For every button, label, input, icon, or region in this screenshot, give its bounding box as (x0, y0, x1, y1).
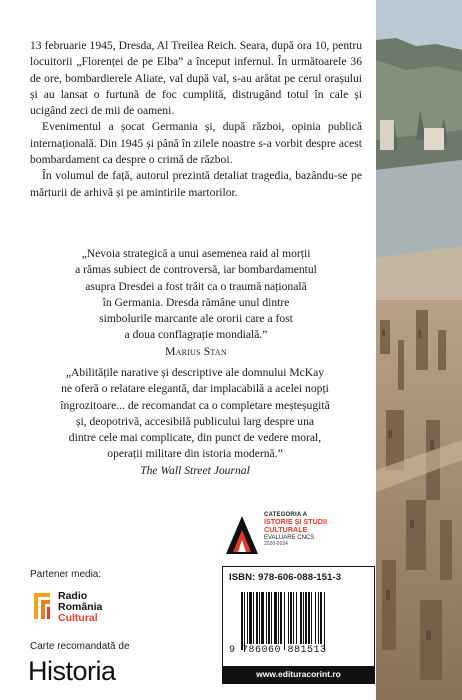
isbn-box (222, 566, 375, 684)
barcode-bar (305, 592, 307, 644)
quote-line: operații militare din istoria modernă.” (107, 447, 283, 461)
category-field-1: ISTORIE ȘI STUDII (264, 517, 327, 526)
quote-attribution: Marius Stan (165, 344, 227, 358)
quote-attribution: The Wall Street Journal (140, 463, 250, 477)
barcode-bar (244, 592, 245, 650)
barcode-bar (311, 592, 312, 644)
quote-wsj (36, 365, 354, 479)
barcode-bar (296, 592, 297, 644)
paragraph-intro: 13 februarie 1945, Dresda, Al Treilea Reich. Seara, după ora 10, pentru locuitorii „Florenței de pe Elba” a început infernul. În următoarele 36 de ore, bombardierele Aliate, val după val, s-au arătat pe cerul orașului și au lansat o furtună de foc cumplită, distrugând totul în cale și ucigând zeci de mii de oameni. (30, 39, 362, 118)
barcode-bar (259, 592, 260, 644)
quote-line: „Nevoia strategică a unui asemenea raid al morții (81, 247, 311, 260)
recommendation-label: Carte recomandată de (30, 641, 130, 652)
barcode-bar (320, 592, 322, 644)
barcode-bar (308, 592, 310, 644)
barcode-bar (261, 592, 264, 644)
barcode-bar (247, 592, 248, 644)
corint-logo-icon (224, 514, 260, 560)
quote-line: ne oferă o relatare elegantă, dar implacabilă a acelei nopți (61, 382, 329, 396)
barcode-bar (253, 592, 254, 644)
barcode-digits: 9 786060 881513 (229, 645, 327, 656)
barcode-bar (268, 592, 270, 644)
category-field-2: CULTURALE (264, 525, 308, 534)
barcode-bar (256, 592, 258, 644)
barcode-bar (290, 592, 292, 644)
historia-logo: Historia (28, 656, 116, 686)
barcode-bar (303, 592, 304, 644)
radio-label: Radio (58, 590, 88, 602)
category-badge (264, 512, 334, 558)
quote-line: a rămas subiect de controversă, iar bombardamentul (75, 263, 317, 277)
cultural-label: Cultural (58, 612, 98, 624)
barcode-bar (280, 592, 282, 644)
quote-line: „Abilitățile narative și descriptive ale domnului McKay (65, 366, 325, 379)
paragraph-volume: În volumul de față, autorul prezintă detaliat tragedia, bazându-se pe mărturii de arhivă și pe amintirile martorilor. (30, 169, 362, 199)
quote-line: îngrozitoare... de recomandat ca o completare meșteșugită (60, 398, 330, 412)
barcode-bar (293, 592, 294, 644)
barcode-bar (300, 592, 302, 644)
barcode-bar (249, 592, 252, 644)
quote-line: a doua conflagrație mondială.” (124, 328, 268, 342)
media-partner-label: Partener media: (30, 569, 102, 580)
media-partner (30, 569, 103, 624)
quote-line: asupra Dresdei a fost trăit ca o traumă națională (85, 279, 307, 293)
radio-romania-cultural-logo (30, 589, 110, 629)
barcode-bar (284, 592, 285, 650)
quote-line: dintre cele mai complicate, din punct de vedere moral, (68, 431, 322, 445)
quote-line: simbolurile marcante ale ororii care a fost (99, 312, 293, 326)
barcode-bar (266, 592, 267, 644)
category-label: CATEGORIA A (264, 512, 308, 518)
barcode-bar (288, 592, 289, 644)
isbn-text: ISBN: 978-606-088-151-3 (229, 572, 342, 583)
barcode-bar (274, 592, 277, 644)
quote-line: în Germania. Dresda rămâne unul dintre (102, 295, 290, 309)
quote-line: și, deopotrivă, accesibilă publicului larg despre una (75, 414, 315, 428)
barcode-bar (241, 592, 243, 650)
barcode-bar (318, 592, 319, 644)
romania-label: România (58, 601, 103, 613)
barcode-bar (315, 592, 316, 644)
barcode-bar (271, 592, 272, 644)
radio-waves-icon (30, 589, 54, 623)
barcode-bar (278, 592, 279, 644)
website-bar: www.edituracorint.ro (223, 666, 374, 683)
paragraph-impact: Evenimentul a șocat Germania și, după război, opinia publică internațională. Din 1945 și până în zilele noastre s-a vorbit despre acest bombardament ca despre o crimă de război. (30, 120, 362, 167)
barcode-bar (324, 592, 325, 650)
evaluation-label: EVALUARE CNCS (264, 535, 315, 541)
description-text (30, 38, 362, 201)
quote-marius-stan (38, 246, 354, 360)
evaluation-years: 2020-2024 (264, 541, 288, 547)
dresden-photo (376, 0, 462, 700)
